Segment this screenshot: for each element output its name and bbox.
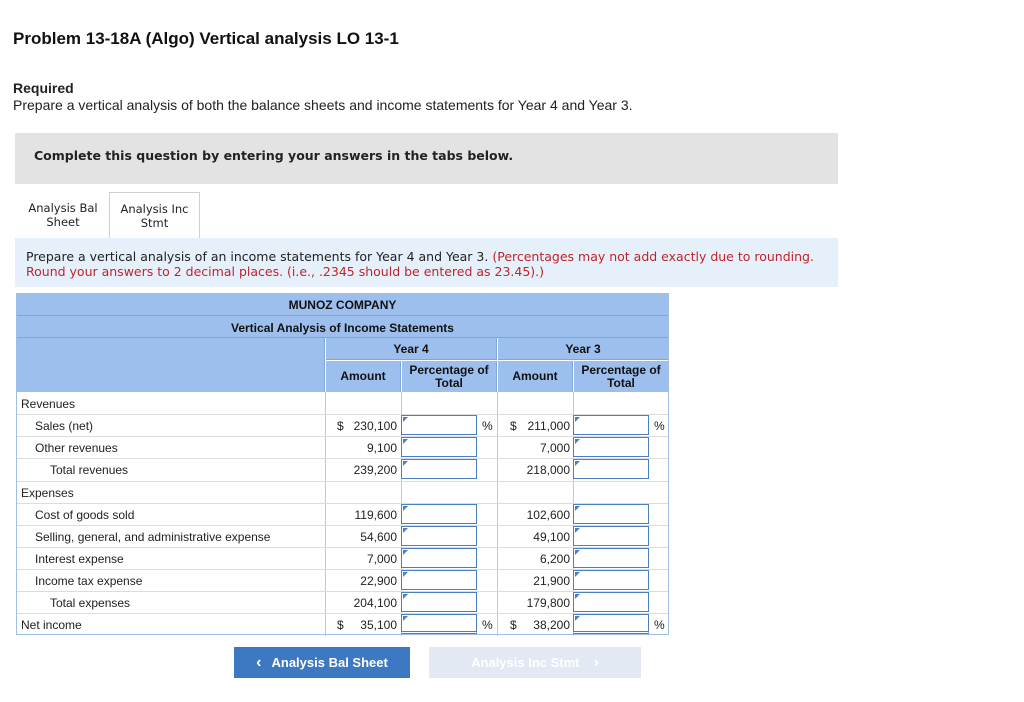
pct-sign: % [654,618,665,632]
tax-y3-pct-input[interactable] [573,570,649,590]
company-header [17,294,668,316]
sga-y4-pct-input[interactable] [401,526,477,546]
dollar-sign: $ [510,419,517,433]
row-divider [17,414,668,415]
year3-pct-header [574,361,668,392]
dollar-sign: $ [510,618,517,632]
total-exp-y4-amount: 204,100 [353,596,397,610]
row-divider [17,481,668,482]
total-rev-y4-pct-input[interactable] [401,459,477,479]
grid-line [325,392,326,636]
tab-bal-line2: Sheet [46,215,80,229]
row-label-sales: Sales (net) [35,419,94,433]
cogs-y3-pct-input[interactable] [573,504,649,524]
cogs-y4-pct-input[interactable] [401,504,477,524]
total-exp-y3-pct-input[interactable] [573,592,649,612]
sales-y4-amount: 230,100 [353,419,397,433]
row-label-net-income: Net income [21,618,82,632]
chevron-left-icon: ‹ [256,654,262,671]
prev-tab-label: Analysis Bal Sheet [271,655,388,670]
cogs-y3-amount: 102,600 [526,508,570,522]
required-text: Prepare a vertical analysis of both the balance sheets and income statements for Year 4 and Year 3. [13,97,633,113]
net-y4-amount: 35,100 [360,618,397,632]
cogs-y4-amount: 119,600 [354,508,397,522]
row-divider [17,613,668,614]
complete-instructions-bar [15,133,838,184]
sales-y3-amount: 211,000 [527,419,570,433]
sales-y3-pct-input[interactable] [573,415,649,435]
row-divider [17,547,668,548]
other-rev-y4-amount: 9,100 [366,441,397,455]
year4-pct-header [402,361,497,392]
total-rev-y4-amount: 239,200 [353,463,397,477]
other-rev-y4-pct-input[interactable] [401,437,477,457]
total-rev-y3-amount: 218,000 [526,463,570,477]
grid-line [497,392,498,636]
interest-y3-amount: 6,200 [539,552,570,566]
row-label-tax: Income tax expense [35,574,143,588]
tab-inc-line2: Stmt [140,216,169,230]
tab-bal-line1: Analysis Bal [28,201,98,215]
tab-analysis-inc-stmt[interactable] [109,192,200,238]
total-exp-y3-amount: 179,800 [526,596,570,610]
prev-tab-button[interactable] [234,647,410,678]
year3-pct-header-line2: Total [607,376,635,390]
section-revenues: Revenues [21,397,76,411]
dollar-sign: $ [337,419,344,433]
dollar-sign: $ [337,618,344,632]
row-label-total-expenses: Total expenses [50,596,131,610]
year4-amount-header: Amount [326,361,401,392]
row-label-cogs: Cost of goods sold [35,508,135,522]
tab-analysis-bal-sheet[interactable] [18,192,108,238]
complete-instructions-text: Complete this question by entering your answers in the tabs below. [34,148,514,163]
pct-sign: % [482,618,493,632]
sga-y4-amount: 54,600 [360,530,397,544]
row-label-total-revenues: Total revenues [50,463,129,477]
label-column-header [17,338,325,392]
row-label-sga: Selling, general, and administrative expense [35,530,271,544]
statement-title: Vertical Analysis of Income Statements [231,321,454,335]
other-rev-y3-pct-input[interactable] [573,437,649,457]
statement-header [17,316,668,338]
sales-y4-pct-input[interactable] [401,415,477,435]
row-label-other-revenues: Other revenues [35,441,118,455]
net-y4-pct-input[interactable] [401,614,477,634]
row-divider [17,458,668,459]
year3-header: Year 3 [498,338,668,360]
row-divider [17,503,668,504]
other-rev-y3-amount: 7,000 [539,441,570,455]
next-tab-button [429,647,641,678]
year4-pct-header-line2: Total [435,376,463,390]
interest-y4-amount: 7,000 [366,552,397,566]
year3-pct-header-line1: Percentage of [581,363,661,377]
income-statement-worksheet [16,293,669,635]
sga-y3-amount: 49,100 [533,530,570,544]
net-y3-amount: 38,200 [533,618,570,632]
tax-y4-pct-input[interactable] [401,570,477,590]
tab-inc-line1: Analysis Inc [120,202,189,216]
row-label-interest: Interest expense [35,552,124,566]
row-divider [17,525,668,526]
chevron-right-icon: › [593,654,599,671]
tax-y4-amount: 22,900 [360,574,397,588]
page-title: Problem 13-18A (Algo) Vertical analysis LO 13-1 [13,29,399,48]
sga-y3-pct-input[interactable] [573,526,649,546]
row-divider [17,591,668,592]
row-divider [17,569,668,570]
year4-header: Year 4 [326,338,497,360]
interest-y4-pct-input[interactable] [401,548,477,568]
tax-y3-amount: 21,900 [533,574,570,588]
pct-sign: % [482,419,493,433]
year4-pct-header-line1: Percentage of [409,363,489,377]
total-exp-y4-pct-input[interactable] [401,592,477,612]
net-y3-pct-input[interactable] [573,614,649,634]
pct-sign: % [654,419,665,433]
row-divider [17,436,668,437]
instruction-panel [15,238,838,287]
required-label: Required [13,80,74,96]
interest-y3-pct-input[interactable] [573,548,649,568]
instruction-note: (Percentages may not add exactly due to rounding. Round your answers to 2 decimal places. (i.e., .2345 should be entered as 23.45).) [26,249,814,279]
year3-amount-header: Amount [498,361,573,392]
company-name: MUNOZ COMPANY [288,298,397,312]
section-expenses: Expenses [21,486,74,500]
instruction-text: Prepare a vertical analysis of an income statements for Year 4 and Year 3. [26,249,489,264]
total-rev-y3-pct-input[interactable] [573,459,649,479]
next-tab-label: Analysis Inc Stmt [471,655,580,670]
